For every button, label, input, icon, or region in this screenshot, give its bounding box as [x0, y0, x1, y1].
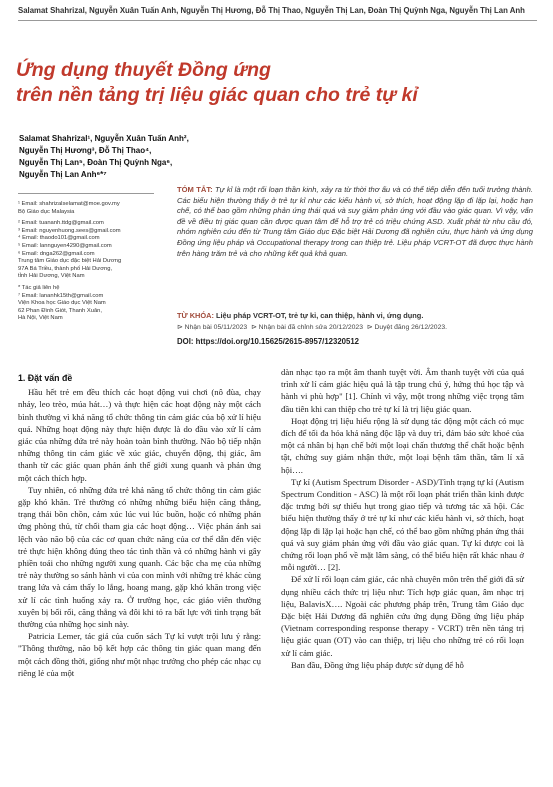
affiliations [18, 201, 168, 323]
paragraph: Patricia Lemer, tác giả của cuốn sách Tự kỉ vượt trội lưu ý rằng: "Thông thường, não bộ kết hợp các thông tin giác quan mang đến một cách đồng thời, giống như một nhạc trưởng cho phép các nhạc cụ riêng lẻ của một [18, 631, 261, 678]
affiliation-line: ⁴ Email: thaodo101@gmail.com [18, 235, 100, 242]
keywords [177, 311, 533, 321]
abstract-label: TÓM TẮT: [177, 185, 213, 194]
author-line-3: Nguyễn Thị Lan⁵, Đoàn Thị Quỳnh Nga⁶, [19, 158, 173, 167]
body-column-left [18, 372, 261, 679]
accepted-date: ⊳ Duyệt đăng 26/12/2023. [366, 324, 448, 331]
abstract-text: Tự kỉ là một rối loạn thần kinh, xảy ra từ thời thơ ấu và có thể tiếp diễn đến tuổi trưởng thành. Các biểu hiện thường thấy ở trẻ tự kỉ như các kiểu hành vi, sở thích, hoạt động lặp đi lặp lại, hoặc hạn chế, có thể bao gồm những phản ứng thái quá và suy giảm phản ứng với đầu vào giác quan. Vì vậy, vấn đề về điều trị giác quan cần được quan tâm để hỗ trợ trẻ có triệu chứng ASD. Xuất phát từ nhu cầu đó, nhóm nghiên cứu đến từ Trung tâm Giáo dục Đặc biệt Hải Dương đã nghiên cứu, thực hành và ứng dụng Đồng ứng liệu pháp và Occupational therapy trong can thiệp trẻ. Liệu pháp VCRT-OT đã được thực hành trên hàng trăm trẻ và cho những kết quả khả quan. [177, 185, 533, 258]
author-line-2: Nguyễn Thị Hương³, Đỗ Thị Thao⁴, [19, 146, 152, 155]
section-heading: 1. Đặt vấn đề [18, 373, 73, 383]
body-column-right [281, 366, 524, 671]
affiliation-line: ⁶ Email: dnga262@gmail.com [18, 250, 95, 257]
affiliation-line: ⁷ Email: lananhk15th@gmail.com [18, 292, 104, 299]
affiliation-line: * Tác giả liên hệ [18, 284, 60, 291]
keywords-label: TỪ KHÓA: [177, 311, 214, 320]
affiliation-line: Trung tâm Giáo dục đặc biệt Hải Dương [18, 258, 122, 265]
article-title [16, 58, 536, 108]
affiliation-line: ⁵ Email: lannguyen4290@gmail.com [18, 242, 112, 249]
affiliation-line: Hà Nội, Việt Nam [18, 315, 63, 322]
abstract [177, 185, 533, 259]
affiliation-line: tỉnh Hải Dương, Việt Nam [18, 273, 85, 280]
paragraph: Hoạt động trị liệu hiểu rộng là sử dụng tác động một cách có mục đích để tối đa hóa khả năng độc lập và duy trì, đảm bảo sức khoẻ của một cá nhân bị hạn chế bởi một loại chấn thương thể chất hoặc bệnh tật, chứng suy giảm nhận thức, một loại bệnh tâm thần, tâm lí xã hội…. [281, 415, 524, 475]
affiliation-line: ² Email: tuananh.ttdg@gmail.com [18, 220, 104, 227]
affiliation-line: ¹ Email: shahrizalselamat@moe.gov.my [18, 201, 120, 207]
author-line-4: Nguyễn Thị Lan Anh⁶*⁷ [19, 170, 107, 179]
title-line-1: Ứng dụng thuyết Đồng ứng [16, 59, 271, 81]
author-list [19, 133, 299, 181]
paragraph: Tuy nhiên, có những đứa trẻ khả năng tổ chức thông tin cảm giác gặp khó khăn. Trẻ thường có những những biểu hiện căng thẳng, trạng thái bồn chồn, cảm xúc lúc vui lúc buồn, hoặc có những phản ứng phòng thủ, từ chối tham gia các hoạt động… Việc phản ánh sai lệch vào não bộ của các cơ quan chức năng của cơ thể dẫn đến việc trẻ thực hiện không đúng theo tác tình thần và có những hành vi gây phiền toái cho những người xung quanh. Các bậc cha mẹ của những trẻ này thường so sánh hành vi của con mình với những trẻ khác cùng trang lứa và cảm thấy lo lắng, hoang mang, gặp khó khăn trong việc xử lí các tình huống xảy ra. Ở trường học, các giáo viên thường xuyên bị bối rối, căng thẳng và đôi khi tỏ ra bất lực với tình trạng bất thường của những học sinh này. [18, 484, 261, 630]
title-line-2: trên nền tảng trị liệu giác quan cho trẻ tự kỉ [16, 84, 418, 106]
affiliation-divider [18, 193, 154, 194]
paragraph: Ban đầu, Đồng ứng liệu pháp được sử dụng để hỗ [291, 659, 464, 670]
header-divider [18, 20, 537, 21]
affiliation-line: 62 Phan Đình Giót, Thanh Xuân, [18, 307, 103, 314]
doi-link[interactable]: DOI: https://doi.org/10.15625/2615-8957/12320512 [177, 337, 360, 346]
affiliation-line: 97A Bá Triều, thành phố Hải Dương, [18, 265, 113, 272]
submission-dates [177, 323, 533, 331]
received-date: ⊳ Nhận bài 05/11/2023 [177, 324, 248, 331]
author-line-1: Salamat Shahrizal¹, Nguyễn Xuân Tuấn Anh², [19, 134, 189, 143]
affiliation-line: Bộ Giáo dục Malaysia [18, 208, 75, 215]
running-header-authors: Salamat Shahrizal, Nguyễn Xuân Tuấn Anh, Nguyễn Thị Hương, Đỗ Thị Thao, Nguyễn Thị Lan, Đoàn Thị Quỳnh Nga, Nguyễn Thị Lan Anh [18, 6, 525, 15]
paragraph: dàn nhạc tạo ra một âm thanh tuyệt vời. Âm thanh tuyệt vời của quá trình xử lí cảm giác hiệu quả là tập trung chú ý, hứng thú học tập và hành vi phù hợp" [1]. Chính vì vậy, một trong những việc trọng tâm đầu tiên khi can thiệp cho trẻ tự kỉ là trị liệu giác quan. [281, 367, 524, 414]
paragraph: Hầu hết trẻ em đều thích các hoạt động vui chơi (nô đùa, chạy nhảy, leo trèo, múa hát…) và thực hiện các hoạt động này một cách bình thường vì khả năng tổ chức thông tin cảm giác của bộ xử lí hiệu quả. Những hoạt động này thực hiện được là do đầu vào xử lí cảm giác của những đứa trẻ này hoàn toàn bình thường. Não bộ tiếp nhận những thông tin cảm giác về xúc giác, chuyển động, thị giác, âm thanh từ các giác quan phản ánh thế giới xung quanh và phản ứng một cách thích hợp. [18, 387, 261, 483]
revised-date: ⊳ Nhận bài đã chỉnh sửa 20/12/2023 [251, 324, 363, 331]
affiliation-line: ³ Email: nguyenhuong.sees@gmail.com [18, 227, 121, 234]
keywords-text: Liệu pháp VCRT-OT, trẻ tự kỉ, can thiệp, hành vi, ứng dụng. [215, 311, 424, 320]
paragraph: Tự kỉ (Autism Spectrum Disorder - ASD)/Tình trạng tự kỉ (Autism Spectrum Condition - ASC) là một rối loạn phát triển thần kinh được đặc trưng bởi sự thiếu hụt trong giao tiếp và tương tác xã hội. Các biểu hiện thường thấy ở trẻ tự kỉ như các kiểu hành vi, sở thích, hoạt động lặp đi lặp lại hoặc hạn chế, có thể bao gồm những phản ứng thái quá và suy giảm phản ứng với đầu vào giác quan. Tự kỉ được coi là chứng rối loạn phổ về mặt lâm sàng, có thể biểu hiện rất khác nhau ở mỗi người… [2]. [281, 476, 524, 573]
affiliation-line: Viện Khoa học Giáo dục Việt Nam [18, 300, 106, 307]
paragraph: Để xử lí rối loạn cảm giác, các nhà chuyên môn trên thế giới đã sử dụng nhiều cách thức trị liệu như: Tích hợp giác quan, âm nhạc trị liệu, BalavisX…. Ngoài các phương pháp trên, Trung tâm Giáo dục Đặc biệt Hải Dương đã nghiên cứu ứng dụng Đồng ứng liệu pháp (Vietnam corresponding response therapy - VCRT) trên nền tảng trị liệu giác quan (OT) vào can thiệp, trị liệu cho những trẻ có rối loạn xử lí cảm giác. [281, 574, 524, 658]
